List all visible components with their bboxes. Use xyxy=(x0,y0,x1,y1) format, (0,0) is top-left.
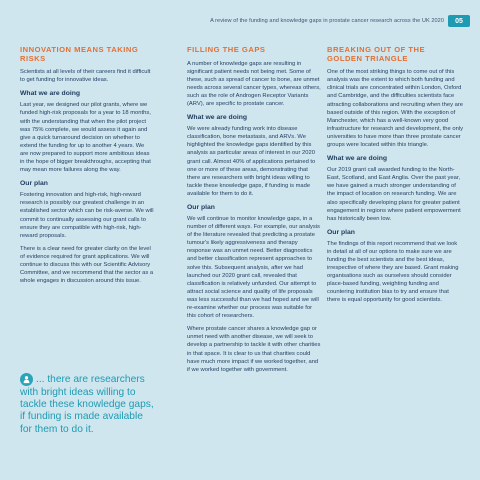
section-heading: BREAKING OUT OF THE GOLDEN TRIANGLE xyxy=(327,45,426,63)
paragraph: Fostering innovation and high-risk, high-reward research is possibly our greatest challenge in an established sector which can be risk-averse. We will commit to continually assessing our grant calls to ensure they are compatible with high-risk, high-reward proposals. xyxy=(20,192,154,239)
subheading-what-we-are-doing: What we are doing xyxy=(187,114,248,122)
section-intro: One of the most striking things to come out of this analysis was the extent to which both funding and clinical trials are concentrated within London, Oxford and Cambridge, and the difficulties scientists face attracting collaborations and recruiting when they are based outside of this region. With the exception of Manchester, which has a well-known very good infrastructure for research and development, the only universities to have more than three prostate cancer groups were located within this triangle. xyxy=(327,69,463,149)
column-golden-triangle xyxy=(327,46,463,310)
column-innovation xyxy=(20,46,154,290)
subheading-our-plan: Our plan xyxy=(327,228,355,236)
paragraph: There is a clear need for greater clarity on the level of evidence required for grant applications. We will continue to discuss this with our Scientific Advisory Committee, and we recommend that the sector as a whole engages in discussion around this issue. xyxy=(20,245,154,285)
section-heading: INNOVATION MEANS TAKING RISKS xyxy=(20,45,139,63)
people-icon xyxy=(20,373,33,386)
running-head: A review of the funding and knowledge gaps in prostate cancer research across the UK 2020 xyxy=(210,18,444,24)
subheading-what-we-are-doing: What we are doing xyxy=(327,155,388,163)
paragraph: Last year, we designed our pilot grants, where we funded high-risk proposals for a year to 18 months, with the understanding that when the pilot project was 75% complete, we would assess it again and give a quick turnaround decision on whether to extend the funding for up to another 4 years. We are now prepared to support more ambitious ideas in the hope of bigger breakthroughs, accepting that may mean more failures along the way. xyxy=(20,102,151,174)
paragraph: Where prostate cancer shares a knowledge gap or unmet need with another disease, we will seek to develop a partnership to tackle it with other charities in that space. It is clear to us that charities could have much more impact if we worked together, and if we worked together with government. xyxy=(187,326,321,373)
section-intro: Scientists at all levels of their careers find it difficult to get funding for innovative ideas. xyxy=(20,69,151,84)
pull-quote xyxy=(20,373,154,436)
paragraph: We were already funding work into disease classification, bone metastasis, and ARVs. We highlighted the knowledge gaps identified by this analysis as particular areas of interest in our 2020 grant call. Almost 40% of applications pertained to one or more of these areas, demonstrating that there are researchers with bright ideas willing to tackle these knowledge gaps, if funding is made available for them to do it. xyxy=(187,126,316,197)
subheading-our-plan: Our plan xyxy=(187,204,215,211)
section-heading: FILLING THE GAPS xyxy=(187,45,266,54)
page-number: 05 xyxy=(448,15,470,27)
paragraph: We will continue to monitor knowledge gaps, in a number of different ways. For example, our analysis of the literature revealed that predicting a prostate tumour's likely aggressiveness and therapy response was an unmet need. Better diagnostics and better classification represent approaches to solve this. Subsequent analysis, after we had launched our 2020 grant call, revealed that classification is relatively unfunded. Our attempt to attract social science and quality of life proposals was less successful than we had hoped and we will re-examine whether our process was suitable for this cohort of researchers. xyxy=(187,216,320,320)
column-filling-gaps xyxy=(187,46,321,379)
paragraph: The findings of this report recommend that we look in detail at all of our options to make sure we are funding the best scientists and the best ideas, irrespective of where they are based. Grant making organisations such as ourselves should consider place-based funding, weighting funding and countering institution bias to try and ensure that there is equal opportunity for good scientists. xyxy=(327,240,459,304)
subheading-what-we-are-doing: What we are doing xyxy=(20,90,81,98)
paragraph: Our 2019 grant call awarded funding to the North-East, Scotland, and East Anglia. Over the past year, we have gained a much stronger understanding of the impact of location on research funding. We are also specifically developing plans for greater patient engagement in regions where patient empowerment has historically been low. xyxy=(327,167,461,222)
pull-quote-text: ... there are researchers with bright ideas willing to tackle these knowledge gaps, if funding is made available for them to do it. xyxy=(20,374,154,435)
section-intro: A number of knowledge gaps are resulting in significant patient needs not being met. Some of these, such as spread of cancer to bone, are unmet needs across several cancer types, whereas others, such as the role of Androgen Receptor Variants (ARV), are specific to prostate cancer. xyxy=(187,60,321,108)
subheading-our-plan: Our plan xyxy=(20,180,48,188)
